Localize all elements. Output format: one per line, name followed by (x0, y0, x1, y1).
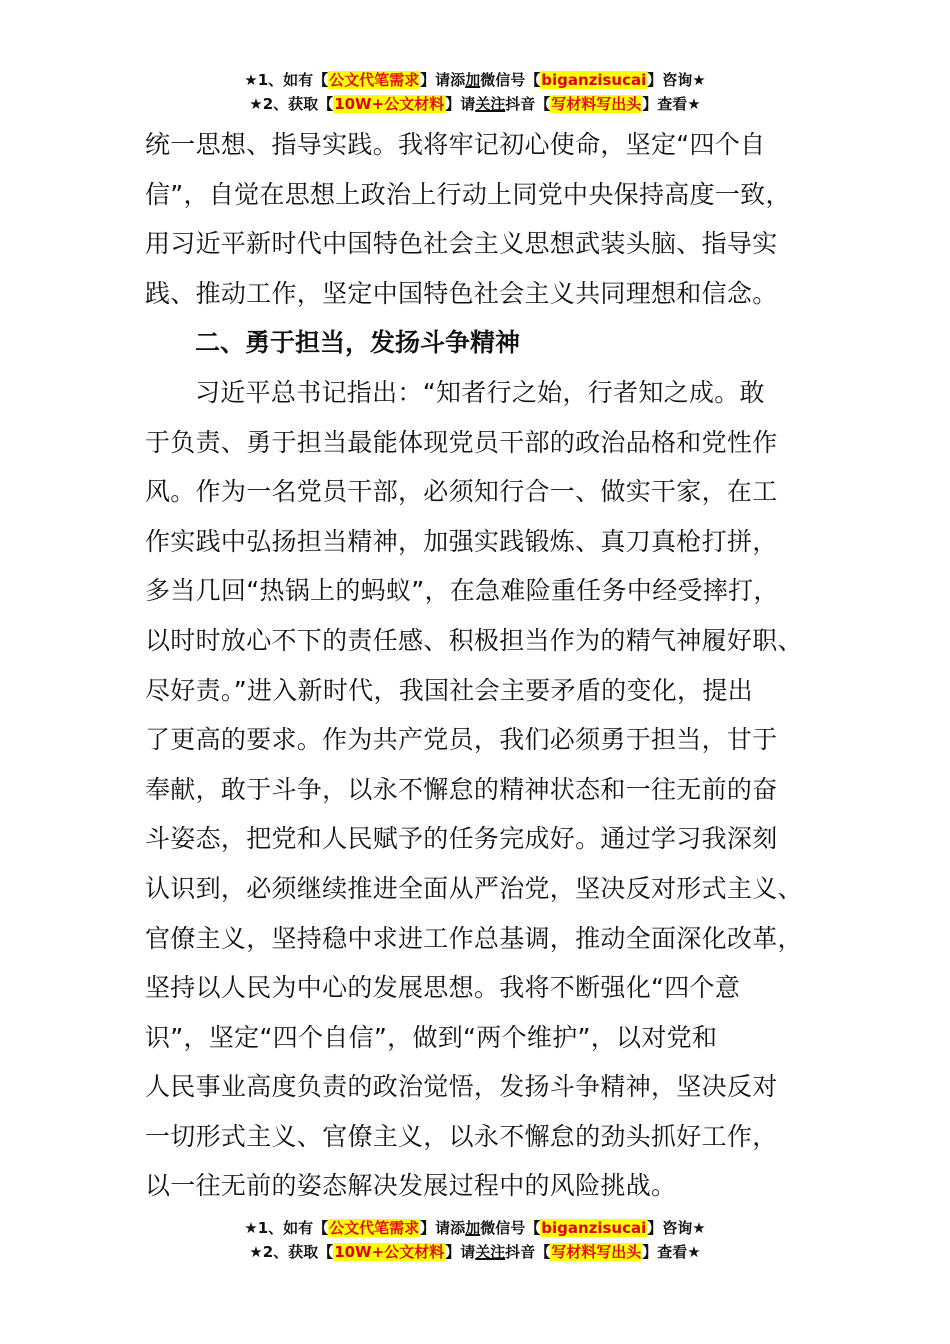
text-line: 用习近平新时代中国特色社会主义思想武装头脑、指导实 (145, 229, 778, 259)
banner-text: 】查看★ (642, 95, 701, 113)
highlight-service: 公文代笔需求 (329, 71, 420, 89)
text-line: 作实践中弘扬担当精神，加强实践锻炼、真刀真枪打拼， (145, 526, 778, 556)
banner-text: 】请添 (420, 71, 466, 89)
text-line: 多当几回“热锅上的蚂蚁”，在急难险重任务中经受摔打， (145, 576, 779, 606)
banner-text: ★2、获取【 (249, 95, 334, 113)
banner-text: ★1、如有【 (244, 71, 329, 89)
banner-text: 微信号【 (480, 1219, 541, 1237)
text-line: 官僚主义，坚持稳中求进工作总基调，推动全面深化改革， (145, 923, 803, 953)
text-line: 斗姿态，把党和人民赋予的任务完成好。通过学习我深刻 (145, 824, 778, 854)
emphasis-follow: 关注 (475, 95, 506, 113)
banner-text: ★2、获取【 (249, 1243, 334, 1261)
text-line: 风。作为一名党员干部，必须知行合一、做实干家，在工 (145, 477, 778, 507)
banner-line-2 (0, 1240, 950, 1264)
text-line: 统一思想、指导实践。我将牢记初心使命，坚定“四个自 (145, 130, 766, 159)
banner-text: 】查看★ (642, 1243, 701, 1261)
text-line: 了更高的要求。作为共产党员，我们必须勇于担当，甘于 (145, 725, 778, 755)
banner-text: 】咨询★ (647, 71, 706, 89)
text-line: 以一往无前的姿态解决发展过程中的风险挑战。 (145, 1171, 677, 1201)
header-ad-banner (0, 68, 950, 116)
text-line: 奉献，敢于斗争，以永不懈怠的精神状态和一往无前的奋 (145, 774, 778, 804)
text-line: 坚持以人民为中心的发展思想。我将不断强化“四个意 (145, 973, 741, 1003)
banner-line-1 (0, 1216, 950, 1240)
banner-text: 抖音【 (505, 1243, 551, 1261)
paragraph-1 (145, 120, 815, 318)
text-line: 信”，自觉在思想上政治上行动上同党中央保持高度一致， (145, 179, 791, 209)
highlight-wechat-id: biganzisucai (541, 1219, 647, 1237)
footer-ad-banner (0, 1216, 950, 1264)
emphasis-add: 加 (465, 71, 481, 89)
text-line: 习近平总书记指出：“知者行之始，行者知之成。敢 (195, 377, 765, 407)
text-line: 尽好责。”进入新时代，我国社会主要矛盾的变化，提出 (145, 675, 753, 705)
highlight-service: 公文代笔需求 (329, 1219, 420, 1237)
highlight-douyin-account: 写材料写出头 (551, 1243, 642, 1261)
highlight-materials: 10W+公文材料 (334, 95, 445, 113)
banner-text: 】请添 (420, 1219, 466, 1237)
banner-text: 抖音【 (505, 95, 551, 113)
text-line: 践、推动工作，坚定中国特色社会主义共同理想和信念。 (145, 278, 778, 308)
highlight-wechat-id: biganzisucai (541, 71, 647, 89)
highlight-materials: 10W+公文材料 (334, 1243, 445, 1261)
text-line: 一切形式主义、官僚主义，以永不懈怠的劲头抓好工作， (145, 1121, 778, 1151)
paragraph-2 (145, 368, 815, 1211)
banner-text: 微信号【 (480, 71, 541, 89)
document-body (145, 120, 815, 1211)
banner-text: ★1、如有【 (244, 1219, 329, 1237)
emphasis-add: 加 (465, 1219, 481, 1237)
text-line: 于负责、勇于担当最能体现党员干部的政治品格和党性作 (145, 427, 778, 457)
banner-line-1 (0, 68, 950, 92)
emphasis-follow: 关注 (475, 1243, 506, 1261)
text-line: 人民事业高度负责的政治觉悟，发扬斗争精神，坚决反对 (145, 1072, 778, 1102)
section-heading: 二、勇于担当，发扬斗争精神 (195, 328, 521, 358)
highlight-douyin-account: 写材料写出头 (551, 95, 642, 113)
banner-text: 】请 (445, 95, 476, 113)
banner-line-2 (0, 92, 950, 116)
text-line: 认识到，必须继续推进全面从严治党，坚决反对形式主义、 (145, 873, 803, 903)
banner-text: 】咨询★ (647, 1219, 706, 1237)
banner-text: 】请 (445, 1243, 476, 1261)
text-line: 以时时放心不下的责任感、积极担当作为的精气神履好职、 (145, 625, 803, 655)
text-line: 识”，坚定“四个自信”，做到“两个维护”，以对党和 (145, 1022, 718, 1052)
